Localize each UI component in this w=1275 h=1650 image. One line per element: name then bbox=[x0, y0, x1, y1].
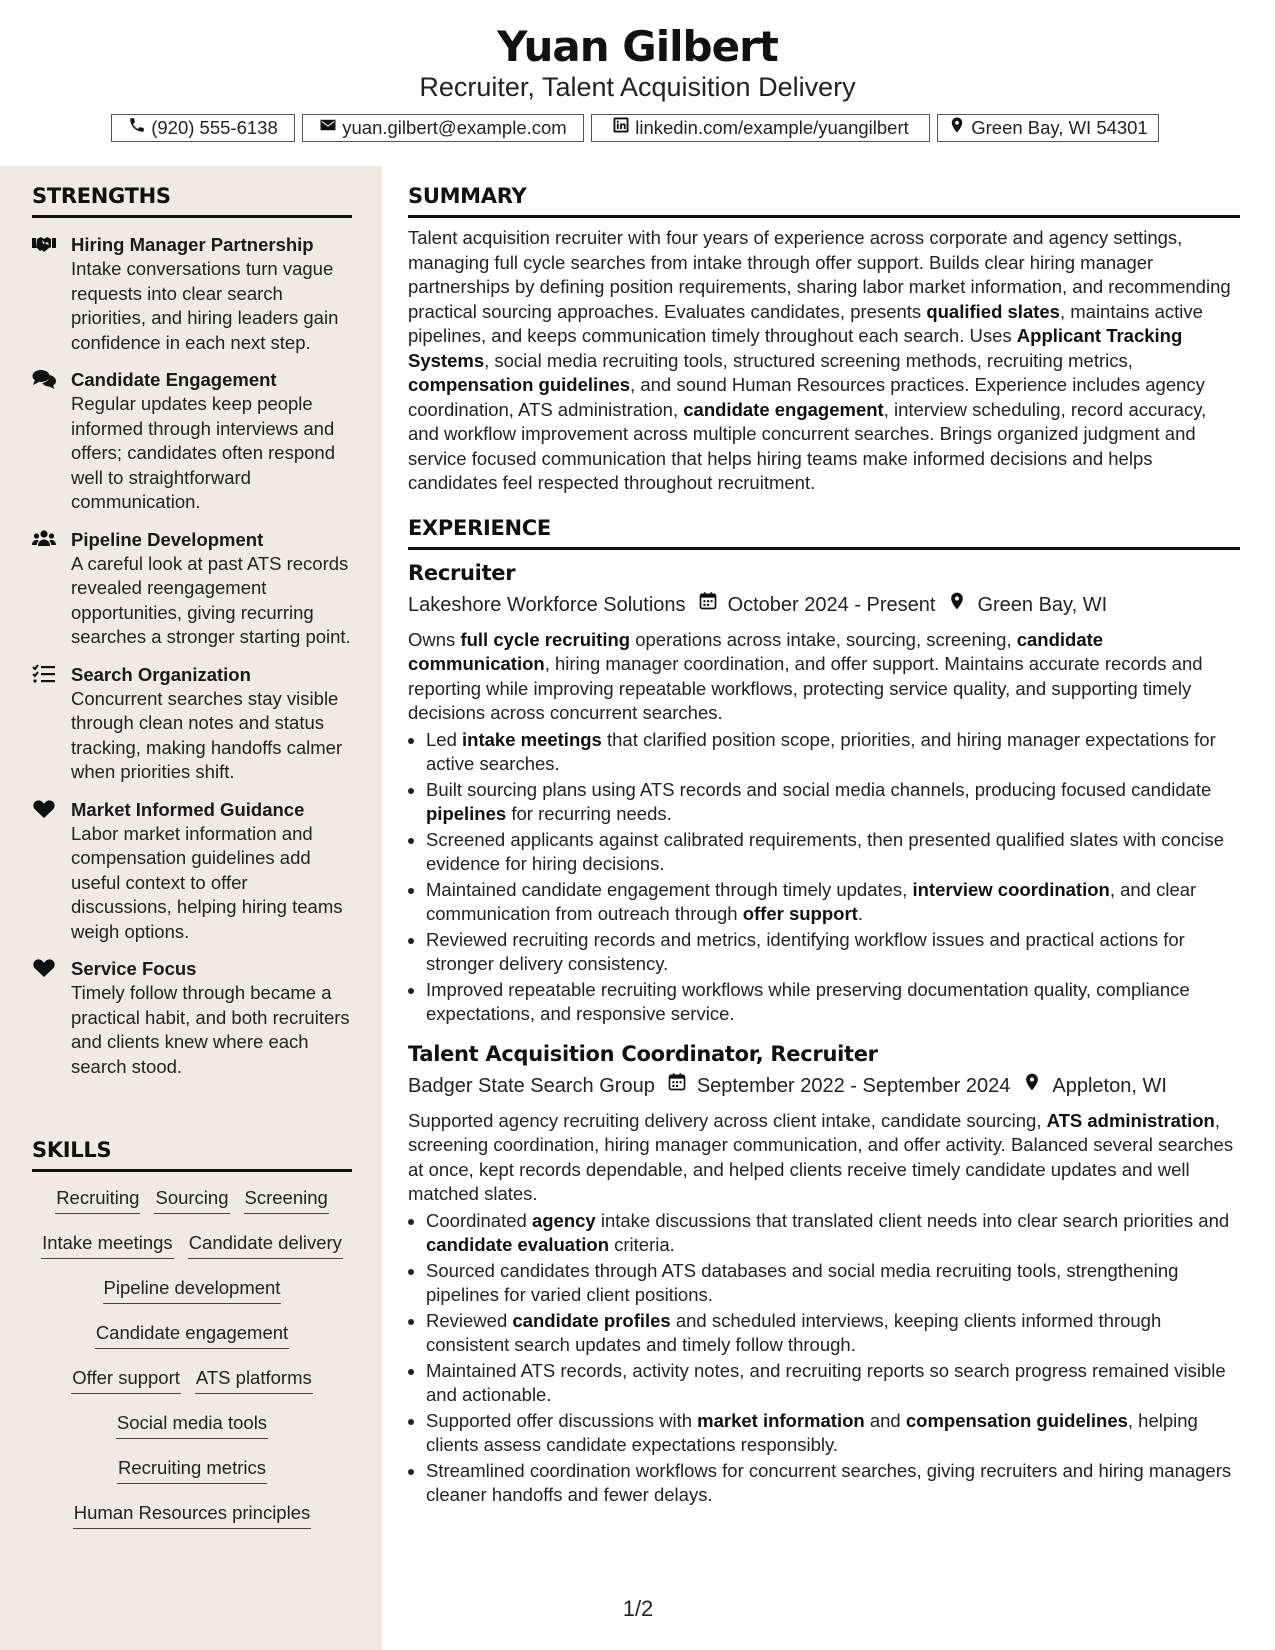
strength-title: Candidate Engagement bbox=[71, 369, 277, 390]
strength-item bbox=[32, 367, 352, 515]
strengths-heading: STRENGTHS bbox=[32, 184, 352, 218]
job-bullet: • Improved repeatable recruiting workflows while preserving documentation quality, compliance expectations, and responsive service. bbox=[426, 978, 1240, 1027]
list-check-icon bbox=[32, 664, 56, 684]
job-bullets bbox=[408, 728, 1240, 1027]
resume-header bbox=[0, 0, 1275, 166]
skill-tag: Recruiting bbox=[55, 1186, 140, 1214]
emphasis-text: pipelines bbox=[426, 803, 507, 824]
skill-tag: Screening bbox=[244, 1186, 329, 1214]
emphasis-text: ATS administration bbox=[1046, 1109, 1215, 1131]
skill-tag: ATS platforms bbox=[195, 1366, 313, 1394]
emphasis-text: candidate profiles bbox=[512, 1309, 671, 1331]
location-pin-icon bbox=[1010, 1071, 1052, 1101]
job-entry bbox=[408, 1039, 1240, 1508]
emphasis-text: compensation guidelines bbox=[905, 1409, 1128, 1431]
strength-desc: Timely follow through became a practical habit, and both recruiters and clients knew where each search stood. bbox=[71, 982, 350, 1077]
emphasis-text: market information bbox=[697, 1409, 865, 1431]
job-bullet: • Streamlined coordination workflows for concurrent searches, giving recruiters and hiring managers cleaner handoffs and fewer delays. bbox=[426, 1459, 1240, 1508]
emphasis-text: intake meetings bbox=[462, 728, 602, 750]
skills-list bbox=[32, 1186, 352, 1546]
emphasis-text: compensation guidelines bbox=[408, 374, 631, 395]
strength-item bbox=[32, 232, 352, 355]
contact-location[interactable] bbox=[937, 114, 1159, 142]
job-company: Badger State Search Group bbox=[408, 1074, 655, 1097]
job-location: Green Bay, WI bbox=[977, 593, 1108, 616]
strength-title: Hiring Manager Partnership bbox=[71, 234, 314, 255]
job-entry bbox=[408, 558, 1240, 1027]
page-number: 1/2 bbox=[622, 1596, 654, 1621]
strength-title: Pipeline Development bbox=[71, 528, 264, 550]
job-bullet: • Coordinated agency intake discussions that translated client needs into clear search priorities and candidate evaluation criteria. bbox=[426, 1209, 1240, 1258]
skill-tag: Recruiting metrics bbox=[117, 1456, 267, 1484]
job-bullet: • Reviewed recruiting records and metrics, identifying workflow issues and practical actions for stronger delivery consistency. bbox=[426, 928, 1240, 977]
experience-section bbox=[408, 516, 1240, 1508]
strength-desc: Regular updates keep people informed through interviews and offers; candidates often respond well to straightforward communication. bbox=[71, 393, 335, 512]
strength-item bbox=[32, 662, 352, 785]
envelope-icon bbox=[319, 114, 337, 142]
skill-tag: Human Resources principles bbox=[73, 1501, 312, 1529]
job-bullet: • Maintained ATS records, activity notes, and recruiting reports so search progress remained visible and actionable. bbox=[426, 1359, 1240, 1408]
emphasis-text: candidate evaluation bbox=[426, 1234, 609, 1255]
summary-text: Talent acquisition recruiter with four years of experience across corporate and agency settings, managing full cycle searches from intake through offer support. Builds clear hiring manager partnerships by defining position requirements, sharing labor market information, and recommending practical sourcing approaches. Evaluates candidates, presents qualified slates, maintains active pipelines, and keeps communication timely throughout each search. Uses Applicant Tracking Systems, social media recruiting tools, structured screening methods, recruiting metrics, compensation guidelines, and sound Human Resources practices. Experience includes agency coordination, ATS administration, candidate engagement, interview scheduling, record accuracy, and workflow improvement across multiple concurrent searches. Brings organized judgment and service focused communication that helps hiring teams make informed decisions and helps candidates feel respected throughout recruitment. bbox=[408, 227, 1231, 493]
strength-desc: Intake conversations turn vague requests into clear search priorities, and hiring leaders gain confidence in each next step. bbox=[71, 258, 339, 353]
candidate-role: Recruiter, Talent Acquisition Delivery bbox=[419, 72, 856, 102]
job-description: Owns full cycle recruiting operations across intake, sourcing, screening, candidate communication, hiring manager coordination, and offer support. Maintains accurate records and reporting while improving repeatable workflows, protecting service quality, and supporting timely decisions across concurrent searches. bbox=[408, 628, 1203, 723]
strength-desc: Labor market information and compensation guidelines add useful context to offer discussions, helping hiring teams weigh options. bbox=[71, 822, 343, 942]
job-description: Supported agency recruiting delivery across client intake, candidate sourcing, ATS administration, screening coordination, hiring manager communication, and offer activity. Balanced several searches at once, kept records dependable, and helped clients receive timely candidate updates and well matched slates. bbox=[408, 1109, 1234, 1204]
contact-location-text: Green Bay, WI 54301 bbox=[971, 117, 1148, 138]
skill-tag: Sourcing bbox=[154, 1186, 229, 1214]
job-location: Appleton, WI bbox=[1052, 1074, 1167, 1097]
strength-title: Service Focus bbox=[71, 958, 197, 979]
comments-icon bbox=[32, 369, 56, 389]
summary-heading: SUMMARY bbox=[408, 184, 1240, 218]
strength-desc: Concurrent searches stay visible through clean notes and status tracking, making handoffs calmer when priorities shift. bbox=[71, 687, 343, 782]
skill-tag: Pipeline development bbox=[103, 1276, 282, 1304]
contact-email-text: yuan.gilbert@example.com bbox=[342, 117, 567, 138]
job-dates: September 2022 - September 2024 bbox=[696, 1074, 1011, 1097]
phone-icon bbox=[128, 114, 146, 142]
job-dates: October 2024 - Present bbox=[727, 593, 936, 616]
skills-heading: SKILLS bbox=[32, 1138, 352, 1172]
job-title: Talent Acquisition Coordinator, Recruiter bbox=[408, 1041, 878, 1066]
emphasis-text: agency bbox=[531, 1209, 596, 1231]
job-bullet: • Screened applicants against calibrated requirements, then presented qualified slates with concise evidence for hiring decisions. bbox=[426, 828, 1240, 877]
job-meta bbox=[408, 590, 1240, 620]
job-bullets bbox=[408, 1209, 1240, 1508]
summary-section bbox=[408, 184, 1240, 496]
emphasis-text: offer support bbox=[742, 903, 858, 924]
job-bullet: • Sourced candidates through ATS databases and social media recruiting tools, strengthening pipelines for varied client positions. bbox=[426, 1259, 1240, 1308]
strength-item bbox=[32, 797, 352, 945]
contact-linkedin[interactable] bbox=[591, 114, 930, 142]
job-bullet: • Supported offer discussions with market information and compensation guidelines, helping clients assess candidate expectations responsibly. bbox=[426, 1409, 1240, 1458]
strength-item bbox=[32, 956, 352, 1079]
skills-section bbox=[32, 1138, 352, 1546]
main-content bbox=[408, 166, 1240, 1509]
emphasis-text: full cycle recruiting bbox=[460, 628, 631, 650]
calendar-icon bbox=[655, 1071, 697, 1101]
job-bullet: • Reviewed candidate profiles and scheduled interviews, keeping clients informed through consistent search updates and timely follow through. bbox=[426, 1309, 1240, 1358]
contact-phone-text: (920) 555-6138 bbox=[151, 117, 278, 138]
job-bullet: • Maintained candidate engagement through timely updates, interview coordination, and clear communication from outreach through offer support. bbox=[426, 878, 1240, 927]
job-meta bbox=[408, 1071, 1240, 1101]
users-icon bbox=[32, 529, 56, 549]
candidate-name: Yuan Gilbert bbox=[497, 22, 778, 71]
job-bullet: • Built sourcing plans using ATS records and social media channels, producing focused candidate pipelines for recurring needs. bbox=[426, 778, 1240, 827]
job-title: Recruiter bbox=[408, 560, 516, 585]
contact-bar bbox=[0, 114, 1275, 144]
strength-title: Market Informed Guidance bbox=[71, 798, 305, 820]
job-bullet: • Led intake meetings that clarified position scope, priorities, and hiring manager expectations for active searches. bbox=[426, 728, 1240, 777]
skill-tag: Candidate engagement bbox=[95, 1321, 289, 1349]
emphasis-text: candidate engagement bbox=[683, 398, 884, 420]
contact-linkedin-text: linkedin.com/example/yuangilbert bbox=[635, 117, 909, 138]
handshake-icon bbox=[32, 234, 56, 254]
heart-icon bbox=[32, 799, 56, 819]
linkedin-icon bbox=[612, 114, 630, 142]
calendar-icon bbox=[686, 590, 728, 620]
location-pin-icon bbox=[935, 590, 977, 620]
strength-title: Search Organization bbox=[71, 663, 251, 685]
emphasis-text: Applicant Tracking Systems bbox=[408, 325, 1183, 371]
contact-phone[interactable] bbox=[111, 114, 295, 142]
strength-desc: A careful look at past ATS records revealed reengagement opportunities, giving recurring searches a stronger starting point. bbox=[71, 552, 351, 647]
location-pin-icon bbox=[948, 114, 966, 142]
contact-email[interactable] bbox=[302, 114, 584, 142]
sidebar bbox=[0, 166, 382, 1650]
emphasis-text: candidate communication bbox=[408, 628, 1104, 674]
experience-heading: EXPERIENCE bbox=[408, 516, 1240, 550]
skill-tag: Intake meetings bbox=[41, 1231, 174, 1259]
emphasis-text: qualified slates bbox=[926, 300, 1060, 322]
emphasis-text: interview coordination bbox=[912, 878, 1110, 900]
skill-tag: Candidate delivery bbox=[188, 1231, 343, 1259]
skill-tag: Offer support bbox=[71, 1366, 181, 1394]
job-company: Lakeshore Workforce Solutions bbox=[408, 593, 686, 616]
strength-item bbox=[32, 527, 352, 650]
heart-icon bbox=[32, 958, 56, 978]
strengths-section bbox=[32, 184, 352, 1079]
skill-tag: Social media tools bbox=[116, 1411, 268, 1439]
